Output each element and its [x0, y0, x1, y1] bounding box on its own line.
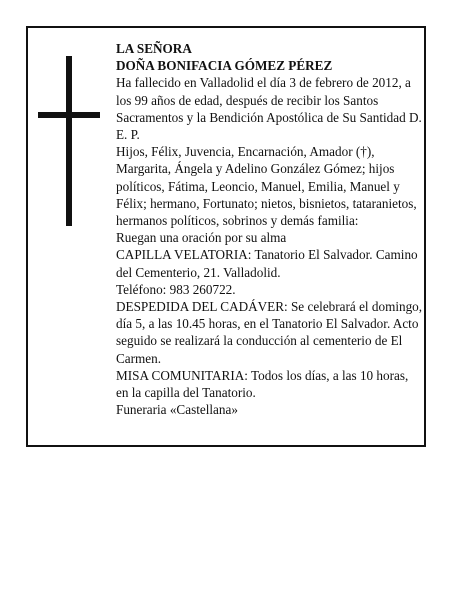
- obituary-text: [116, 40, 424, 418]
- family-list: Hijos, Félix, Juvencia, Encarnación, Amador (†), Margarita, Ángela y Adelino González Gómez; hijos políticos, Fátima, Leoncio, Manuel, Emilia, Manuel y Félix; hermano, Fortunato; nietos, bisnietos, tataranietos, hermanos políticos, sobrinos y demás familia:: [116, 144, 417, 229]
- phone-info: Teléfono: 983 260722.: [116, 281, 236, 297]
- funeral-home: Funeraria «Castellana»: [116, 402, 238, 418]
- prayer-request: Ruegan una oración por su alma: [116, 230, 287, 246]
- obituary-frame: [26, 26, 426, 447]
- death-announcement: Ha fallecido en Valladolid el día 3 de febrero de 2012, a los 99 años de edad, después de recibir los Santos Sacramentos y la Bendición Apostólica de Su Santidad D. E. P.: [116, 75, 422, 143]
- cross-icon: [38, 56, 100, 226]
- deceased-name: DOÑA BONIFACIA GÓMEZ PÉREZ: [116, 58, 333, 74]
- chapel-info: CAPILLA VELATORIA: Tanatorio El Salvador. Camino del Cementerio, 21. Valladolid.: [116, 247, 418, 280]
- cross-horizontal-bar: [38, 112, 100, 118]
- obituary-title: LA SEÑORA: [116, 41, 192, 56]
- cross-vertical-bar: [66, 56, 72, 226]
- farewell-info: DESPEDIDA DEL CADÁVER: Se celebrará el domingo, día 5, a las 10.45 horas, en el Tanatorio El Salvador. Acto seguido se realizará la conducción al cementerio de El Carmen.: [116, 299, 423, 366]
- mass-info: MISA COMUNITARIA: Todos los días, a las 10 horas, en la capilla del Tanatorio.: [116, 367, 409, 401]
